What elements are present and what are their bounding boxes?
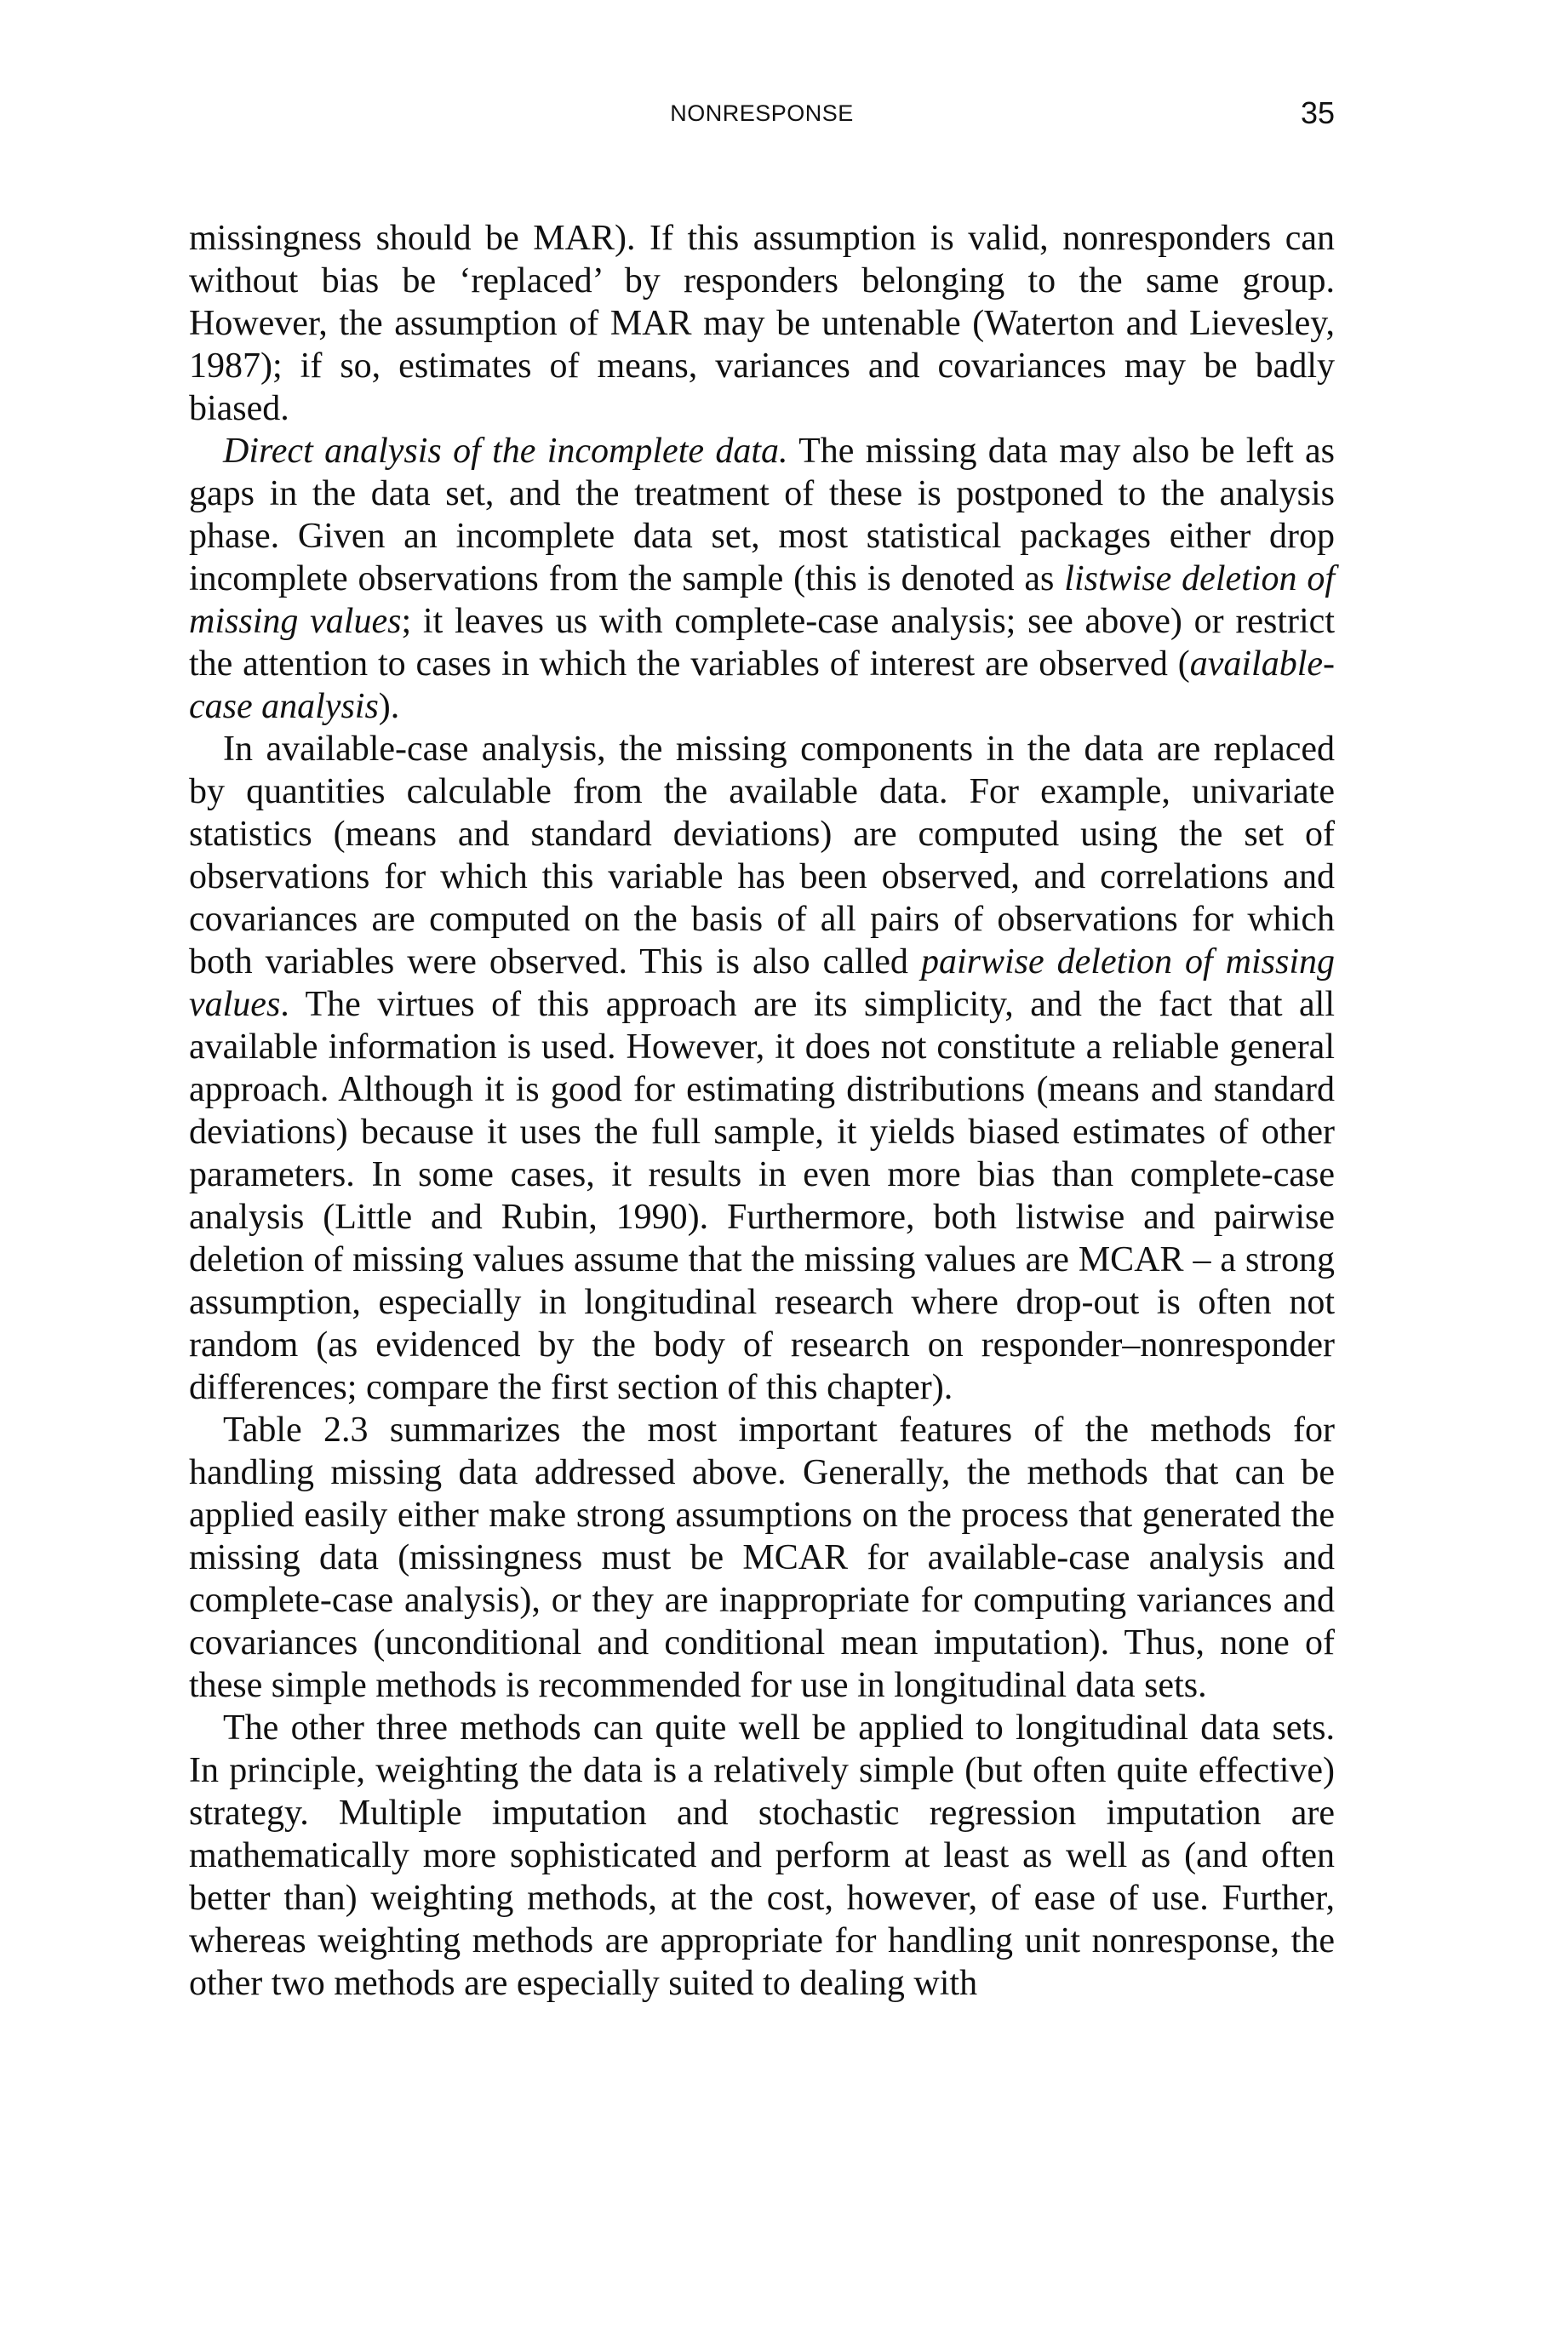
paragraph-text: The missing data may also be left as gaps in the data set, and the treatment of these is postponed to the analysis phase. Given an incomplete data set, most statistical packages either drop incomplete observations from the sample (this is denoted as	[189, 432, 1335, 598]
italic-term: available-case analysis	[189, 644, 1335, 726]
page-header	[189, 95, 1335, 146]
paragraph-2	[189, 430, 1335, 728]
paragraph-text: Table 2.3 summarizes the most important features of the methods for handling missing data addressed above. Generally, the methods that can be applied easily either make strong assumptions on the process that generated the missing data (missingness must be MCAR for available-case analysis and complete-case analysis), or they are inappropriate for computing variances and covariances (unconditional and conditional mean imputation). Thus, none of these simple methods is recommended for use in longitudinal data sets.	[189, 1411, 1335, 1705]
paragraph-text: ).	[378, 687, 400, 726]
italic-term: listwise deletion of missing values	[189, 559, 1336, 641]
paragraph-1	[189, 217, 1335, 430]
body-text	[189, 217, 1335, 2005]
paragraph-4	[189, 1409, 1335, 1707]
paragraph-text: missingness should be MAR). If this assumption is valid, nonresponders can without bias be ‘replaced’ by responders belonging to the same group. However, the assumption of MAR may be untenable (Waterton and Lievesley, 1987); if so, estimates of means, variances and covariances may be badly biased.	[189, 219, 1335, 428]
paragraph-5	[189, 1707, 1335, 2005]
paragraph-3	[189, 728, 1335, 1409]
paragraph-text: In available-case analysis, the missing components in the data are replaced by quantities calculable from the available data. For example, univariate statistics (means and standard deviations) are computed using the set of observations for which this variable has been observed, and correlations and covariances are computed on the basis of all pairs of observations for which both variables were observed. This is also called	[189, 730, 1335, 981]
page-number: 35	[1300, 95, 1335, 130]
paragraph-text: ; it leaves us with complete-case analysis; see above) or restrict the attention to cases in which the variables of interest are observed (	[189, 602, 1335, 684]
paragraph-heading: Direct analysis of the incomplete data.	[223, 432, 788, 471]
paragraph-text: . The virtues of this approach are its simplicity, and the fact that all available information is used. However, it does not constitute a reliable general approach. Although it is good for estimating distributions (means and standard deviations) because it uses the full sample, it yields biased estimates of other parameters. In some cases, it results in even more bias than complete-case analysis (Little and Rubin, 1990). Furthermore, both listwise and pairwise deletion of missing values assume that the missing values are MCAR – a strong assumption, especially in longitudinal research where drop-out is often not random (as evidenced by the body of research on responder–nonresponder differences; compare the first section of this chapter).	[189, 985, 1335, 1407]
italic-term: pairwise deletion of missing values	[189, 942, 1335, 1024]
running-head: NONRESPONSE	[670, 100, 854, 126]
paragraph-text: The other three methods can quite well be applied to longitudinal data sets. In principle, weighting the data is a relatively simple (but often quite effective) strategy. Multiple imputation and stochastic regression imputation are mathematically more sophisticated and perform at least as well as (and often better than) weighting methods, at the cost, however, of ease of use. Further, whereas weighting methods are appropriate for handling unit nonresponse, the other two methods are especially suited to dealing with	[189, 1708, 1335, 2003]
